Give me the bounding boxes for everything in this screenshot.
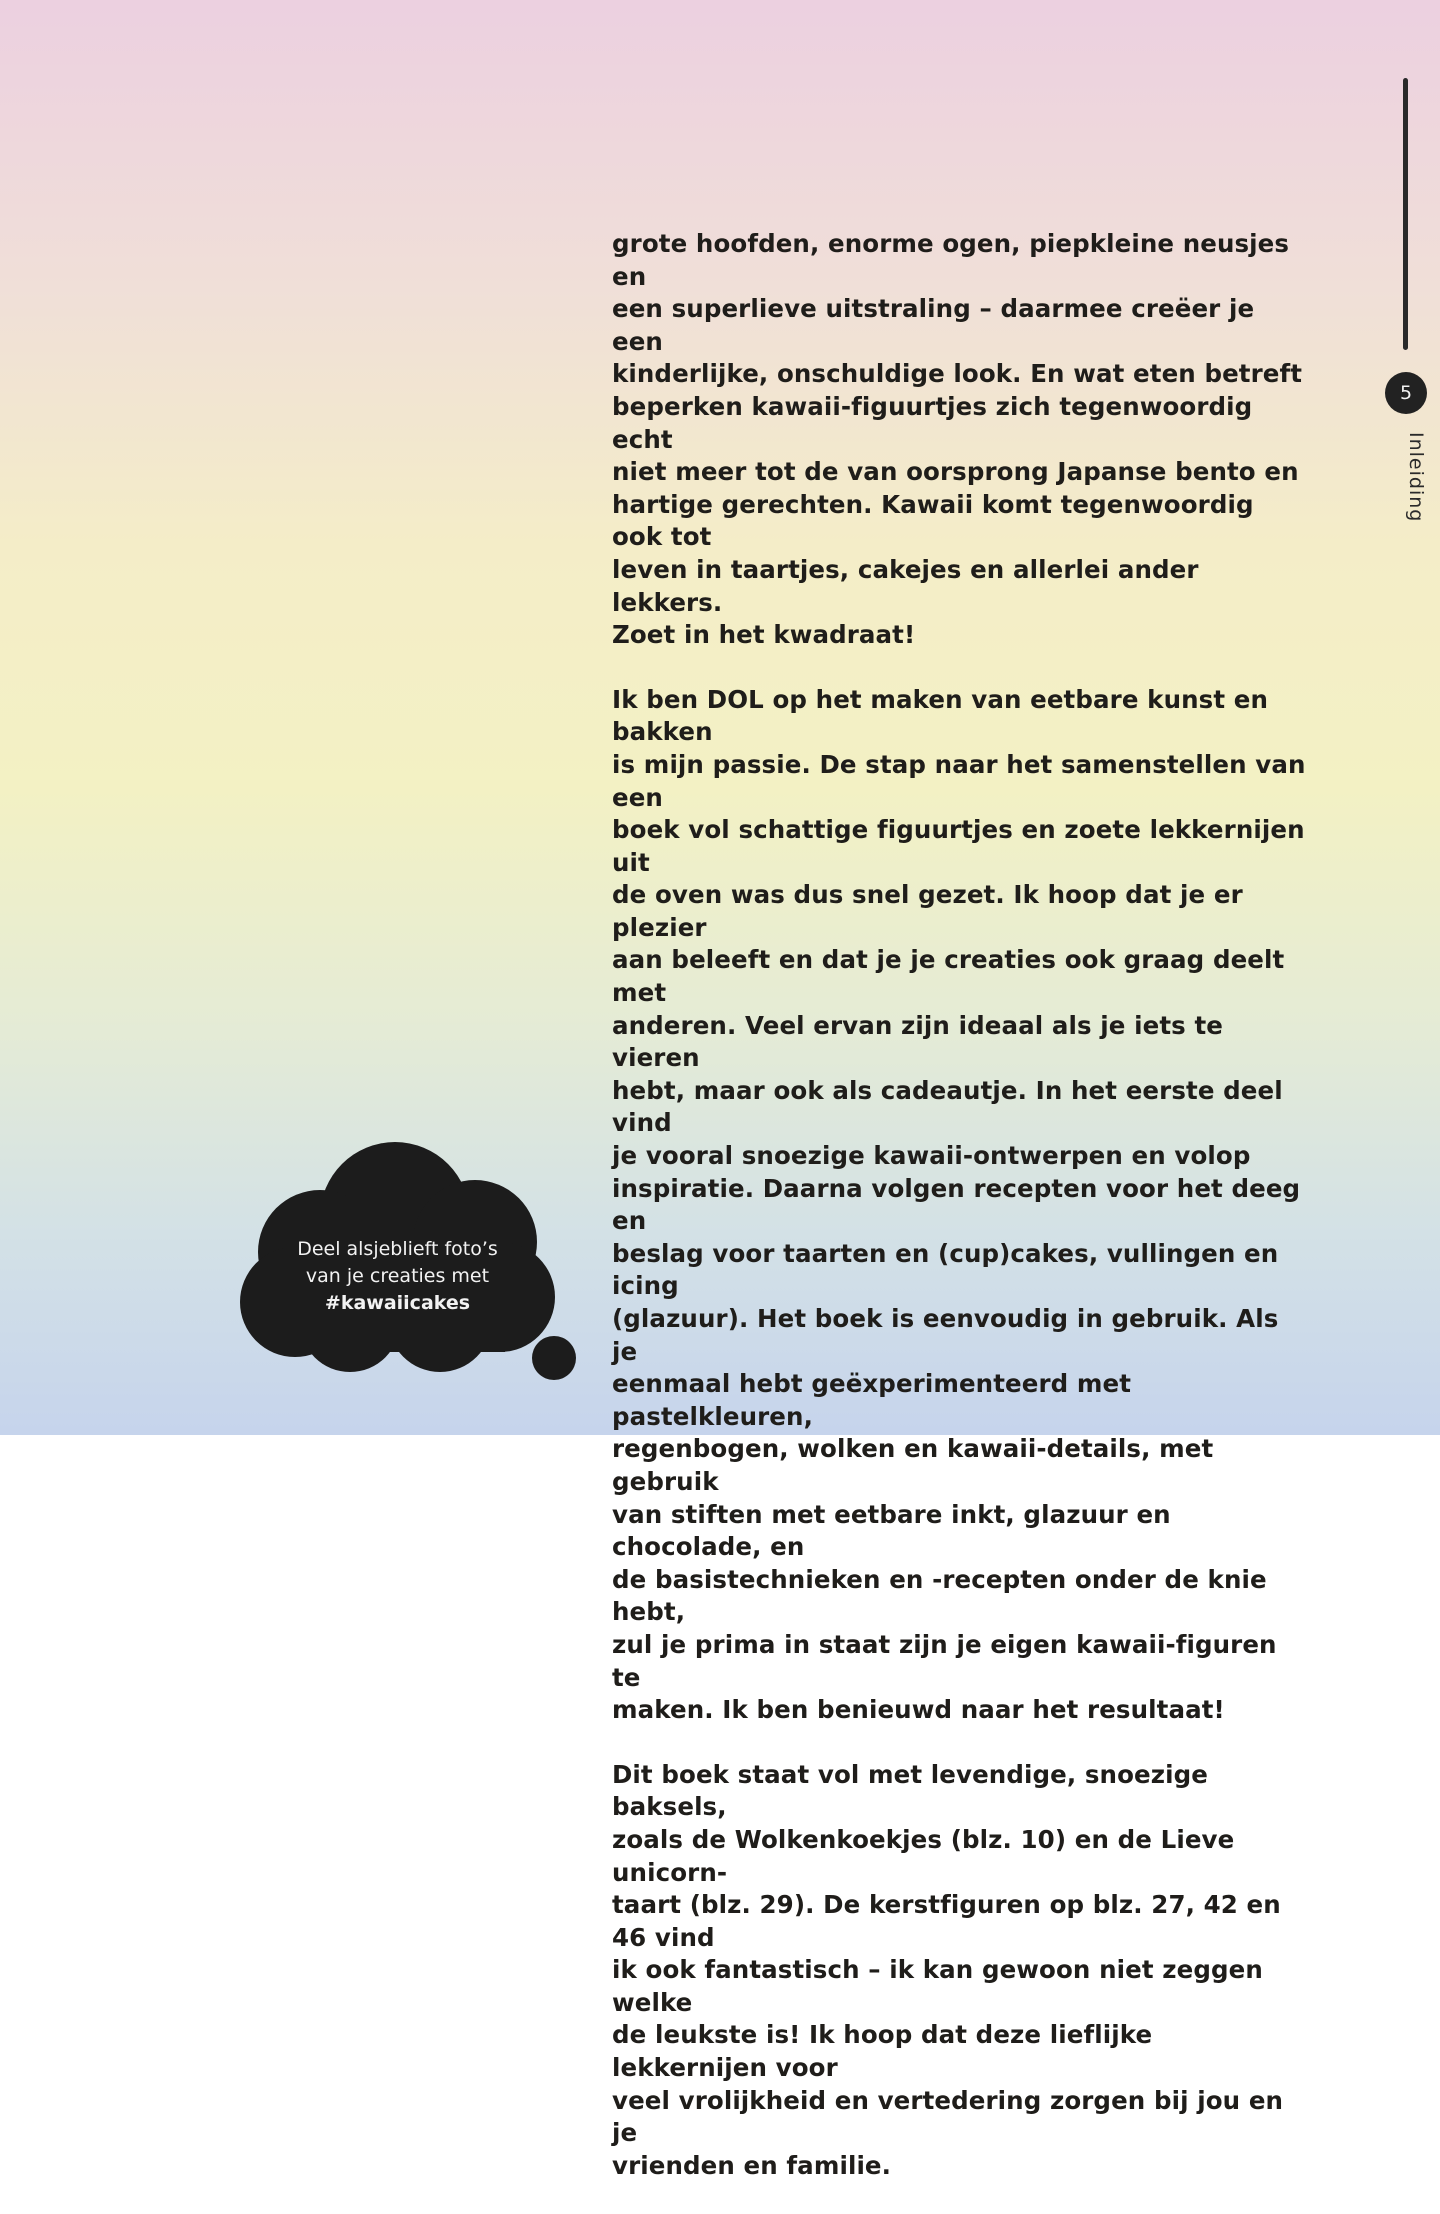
cloud-caption [260, 1236, 535, 1317]
page-number-badge: 5 [1385, 372, 1427, 414]
cloud-caption-line-2: van je creaties met [305, 1265, 490, 1287]
cloud-caption-line-1: Deel alsjeblieft foto’s [297, 1238, 498, 1260]
paragraph-recipes: Dit boek staat vol met levendige, snoezige baksels, zoals de Wolkenkoekjes (blz. 10) en de Lieve unicorn- taart (blz. 29). De kerstfiguren op blz. 27, 42 en 46 vind ik ook fantastisch – ik kan gewoon niet zeggen welke de leukste is! Ik hoop dat deze lieflijke lekkernijen voor veel vrolijkheid en vertedering zorgen bij jou en je vrienden en familie. [612, 1759, 1284, 2180]
paragraph-passion: Ik ben DOL op het maken van eetbare kunst en bakken is mijn passie. De stap naar het samenstellen van een boek vol schattige figuurtjes en zoete lekkernijen uit de oven was dus snel gezet. Ik hoop dat je er plezier aan beleeft en dat je je creaties ook graag deelt met anderen. Veel ervan zijn ideaal als je iets te vieren hebt, maar ook als cadeautje. In het eerste deel vind je vooral snoezige kawaii-ontwerpen en volop inspiratie. Daarna volgen recepten voor het deeg en beslag voor taarten en (cup)cakes, vullingen en icing (glazuur). Het boek is eenvoudig in gebruik. Als je eenmaal hebt geëxperimenteerd met pastelkleuren, regenbogen, wolken en kawaii-details, met gebruik van stiften met eetbare inkt, glazuur en chocolade, en de basistechnieken en -recepten onder de knie hebt, zul je prima in staat zijn je eigen kawaii-figuren te maken. Ik ben benieuwd naar het resultaat! [612, 684, 1306, 1725]
hashtag: #kawaiicakes [324, 1292, 471, 1314]
main-text [612, 228, 1312, 2214]
side-rule [1403, 78, 1408, 350]
paragraph-intro: grote hoofden, enorme ogen, piepkleine neusjes en een superlieve uitstraling – daarmee creëer je een kinderlijke, onschuldige look. En wat eten betreft beperken kawaii-figuurtjes zich tegenwoordig echt niet meer tot de van oorsprong Japanse bento en hartige gerechten. Kawaii komt tegenwoordig ook tot leven in taartjes, cakejes en allerlei ander lekkers. Zoet in het kwadraat! [612, 229, 1303, 650]
section-label: Inleiding [1405, 432, 1427, 523]
